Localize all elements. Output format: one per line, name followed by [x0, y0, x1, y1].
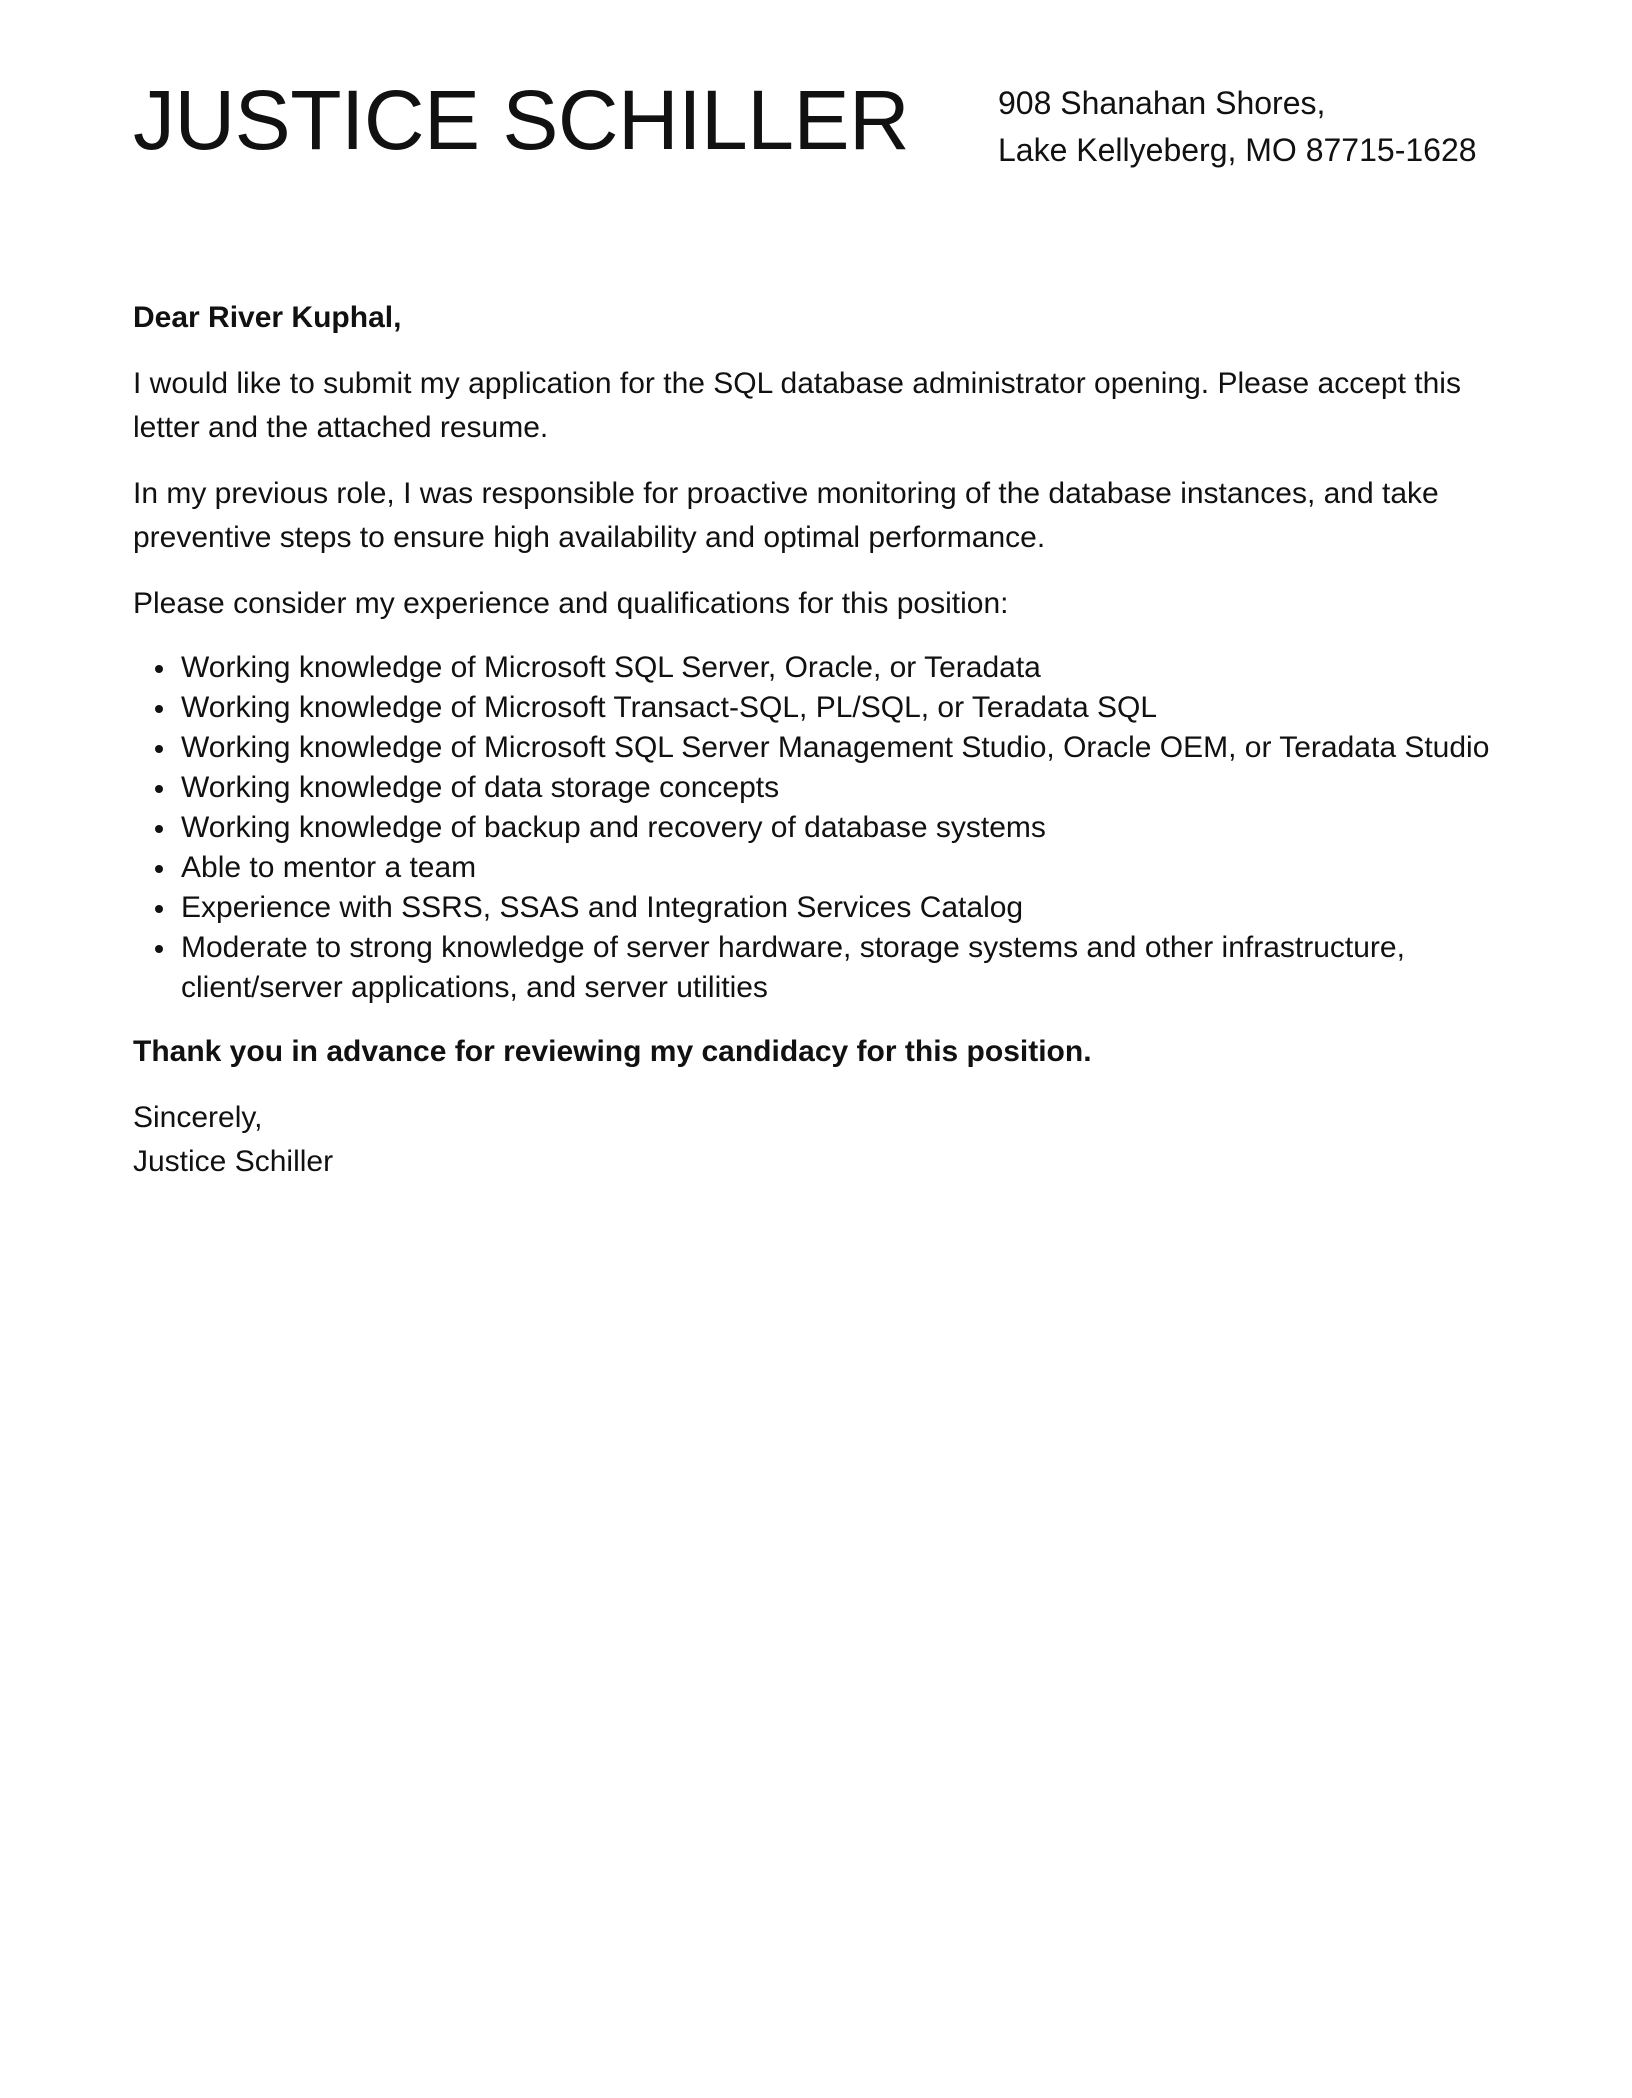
- salutation: Dear River Kuphal,: [133, 301, 402, 334]
- closing-block: [133, 1096, 1503, 1184]
- applicant-name: JUSTICE SCHILLER: [133, 73, 910, 167]
- letter-body: [133, 296, 1503, 1184]
- qualifications-intro: Please consider my experience and qualifications for this position:: [133, 587, 1009, 620]
- address-line-2: Lake Kellyeberg, MO 87715-1628: [998, 132, 1477, 168]
- qualifications-list: [133, 648, 1503, 1008]
- qualification-item: Moderate to strong knowledge of server hardware, storage systems and other infrastructure, client/server applications, and server utilities: [181, 928, 1503, 1008]
- signature-name: Justice Schiller: [133, 1145, 334, 1178]
- address-line-1: 908 Shanahan Shores,: [998, 85, 1326, 121]
- qualification-item: Working knowledge of Microsoft SQL Server, Oracle, or Teradata: [181, 648, 1503, 688]
- experience-paragraph: In my previous role, I was responsible for proactive monitoring of the database instances, and take preventive steps to ensure high availability and optimal performance.: [133, 477, 1439, 554]
- letter-header: [133, 70, 1503, 190]
- closing-phrase: Sincerely,: [133, 1101, 263, 1134]
- qualification-item: Working knowledge of data storage concepts: [181, 768, 1503, 808]
- qualification-item: Able to mentor a team: [181, 848, 1503, 888]
- thank-you-line: Thank you in advance for reviewing my candidacy for this position.: [133, 1035, 1092, 1068]
- qualification-item: Working knowledge of Microsoft SQL Server Management Studio, Oracle OEM, or Teradata Studio: [181, 728, 1503, 768]
- qualification-item: Working knowledge of Microsoft Transact-SQL, PL/SQL, or Teradata SQL: [181, 688, 1503, 728]
- applicant-address: [998, 80, 1477, 174]
- intro-paragraph: I would like to submit my application for the SQL database administrator opening. Please accept this letter and the attached resume.: [133, 367, 1461, 444]
- qualification-item: Working knowledge of backup and recovery of database systems: [181, 808, 1503, 848]
- qualification-item: Experience with SSRS, SSAS and Integration Services Catalog: [181, 888, 1503, 928]
